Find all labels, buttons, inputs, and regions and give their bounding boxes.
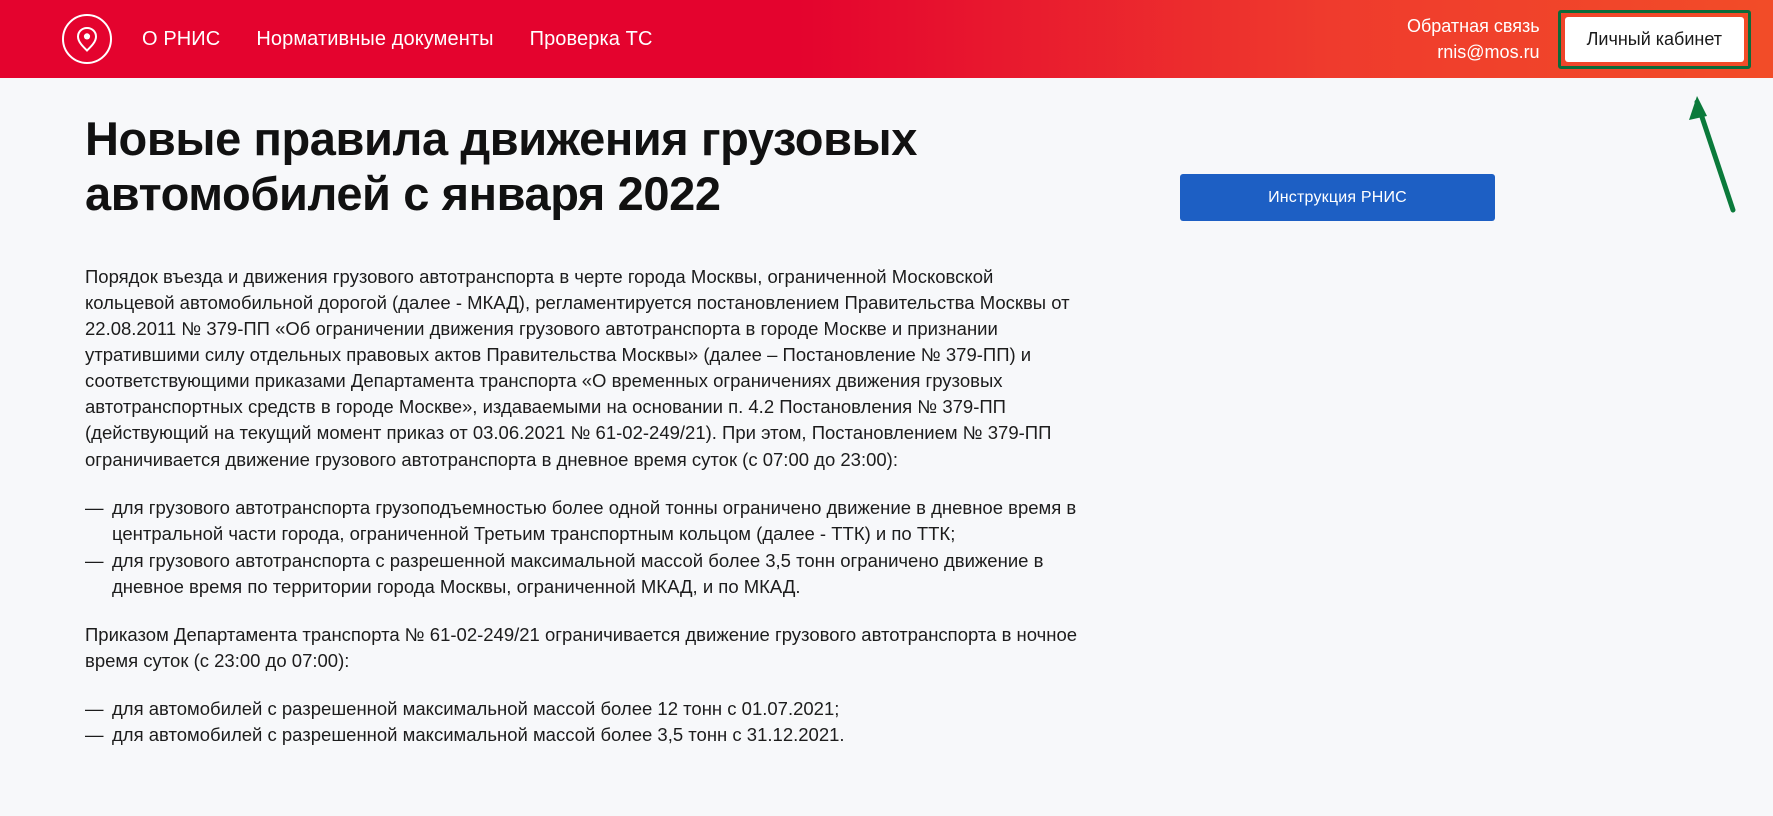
- feedback-block: [1407, 13, 1540, 65]
- list-item: — для грузового автотранспорта с разрешенной максимальной массой более 3,5 тонн ограничено движение в дневное время по территории города Москвы, ограниченной МКАД, и по МКАД.: [85, 548, 1085, 600]
- nav-item-vehicle-check[interactable]: Проверка ТС: [529, 28, 653, 50]
- page-title: Новые правила движения грузовых автомобилей с января 2022: [85, 112, 918, 220]
- list-item: — для автомобилей с разрешенной максимальной массой более 12 тонн с 01.07.2021;: [85, 696, 1085, 722]
- feedback-email[interactable]: rnis@mos.ru: [1437, 42, 1540, 62]
- page-content: [0, 78, 1773, 748]
- article-body: [85, 264, 1085, 748]
- personal-cabinet-button[interactable]: Личный кабинет: [1565, 17, 1744, 62]
- paragraph-intro: Порядок въезда и движения грузового автотранспорта в черте города Москвы, ограниченной Московской кольцевой автомобильной дорогой (далее - МКАД), регламентируется постановлением Правительства Москвы от 22.08.2011 № 379-ПП «Об ограничении движения грузового автотранспорта в городе Москве и признании утратившими силу отдельных правовых актов Правительства Москвы» (далее – Постановление № 379-ПП) и соответствующими приказами Департамента транспорта «О временных ограничениях движения грузовых автотранспортных средств в городе Москве», издаваемыми на основании п. 4.2 Постановления № 379-ПП (действующий на текущий момент приказ от 03.06.2021 № 61-02-249/21). При этом, Постановлением № 379-ПП ограничивается движение грузового автотранспорта в дневное время суток (с 07:00 до 23:00):: [85, 265, 1070, 470]
- main-navigation: [142, 29, 653, 49]
- instruction-button[interactable]: Инструкция РНИС: [1180, 174, 1495, 221]
- paragraph-night-intro: Приказом Департамента транспорта № 61-02-249/21 ограничивается движение грузового автотранспорта в ночное время суток (с 23:00 до 07:00):: [85, 623, 1078, 671]
- site-header: [0, 0, 1773, 78]
- list-item: — для автомобилей с разрешенной максимальной массой более 3,5 тонн с 31.12.2021.: [85, 722, 1085, 748]
- nav-item-documents[interactable]: Нормативные документы: [256, 28, 494, 50]
- feedback-label: Обратная связь: [1406, 15, 1540, 36]
- rnis-logo-icon[interactable]: [62, 14, 112, 64]
- nav-item-about[interactable]: О РНИС: [142, 28, 221, 50]
- cabinet-button-wrapper: [1558, 10, 1751, 69]
- header-right-group: [1407, 0, 1751, 78]
- day-restrictions-list: [85, 495, 1085, 600]
- list-item: — для грузового автотранспорта грузоподъемностью более одной тонны ограничено движение в дневное время в центральной части города, ограниченной Третьим транспортным кольцом (далее - ТТК) и по ТТК;: [85, 495, 1085, 547]
- night-restrictions-list: [85, 696, 1085, 748]
